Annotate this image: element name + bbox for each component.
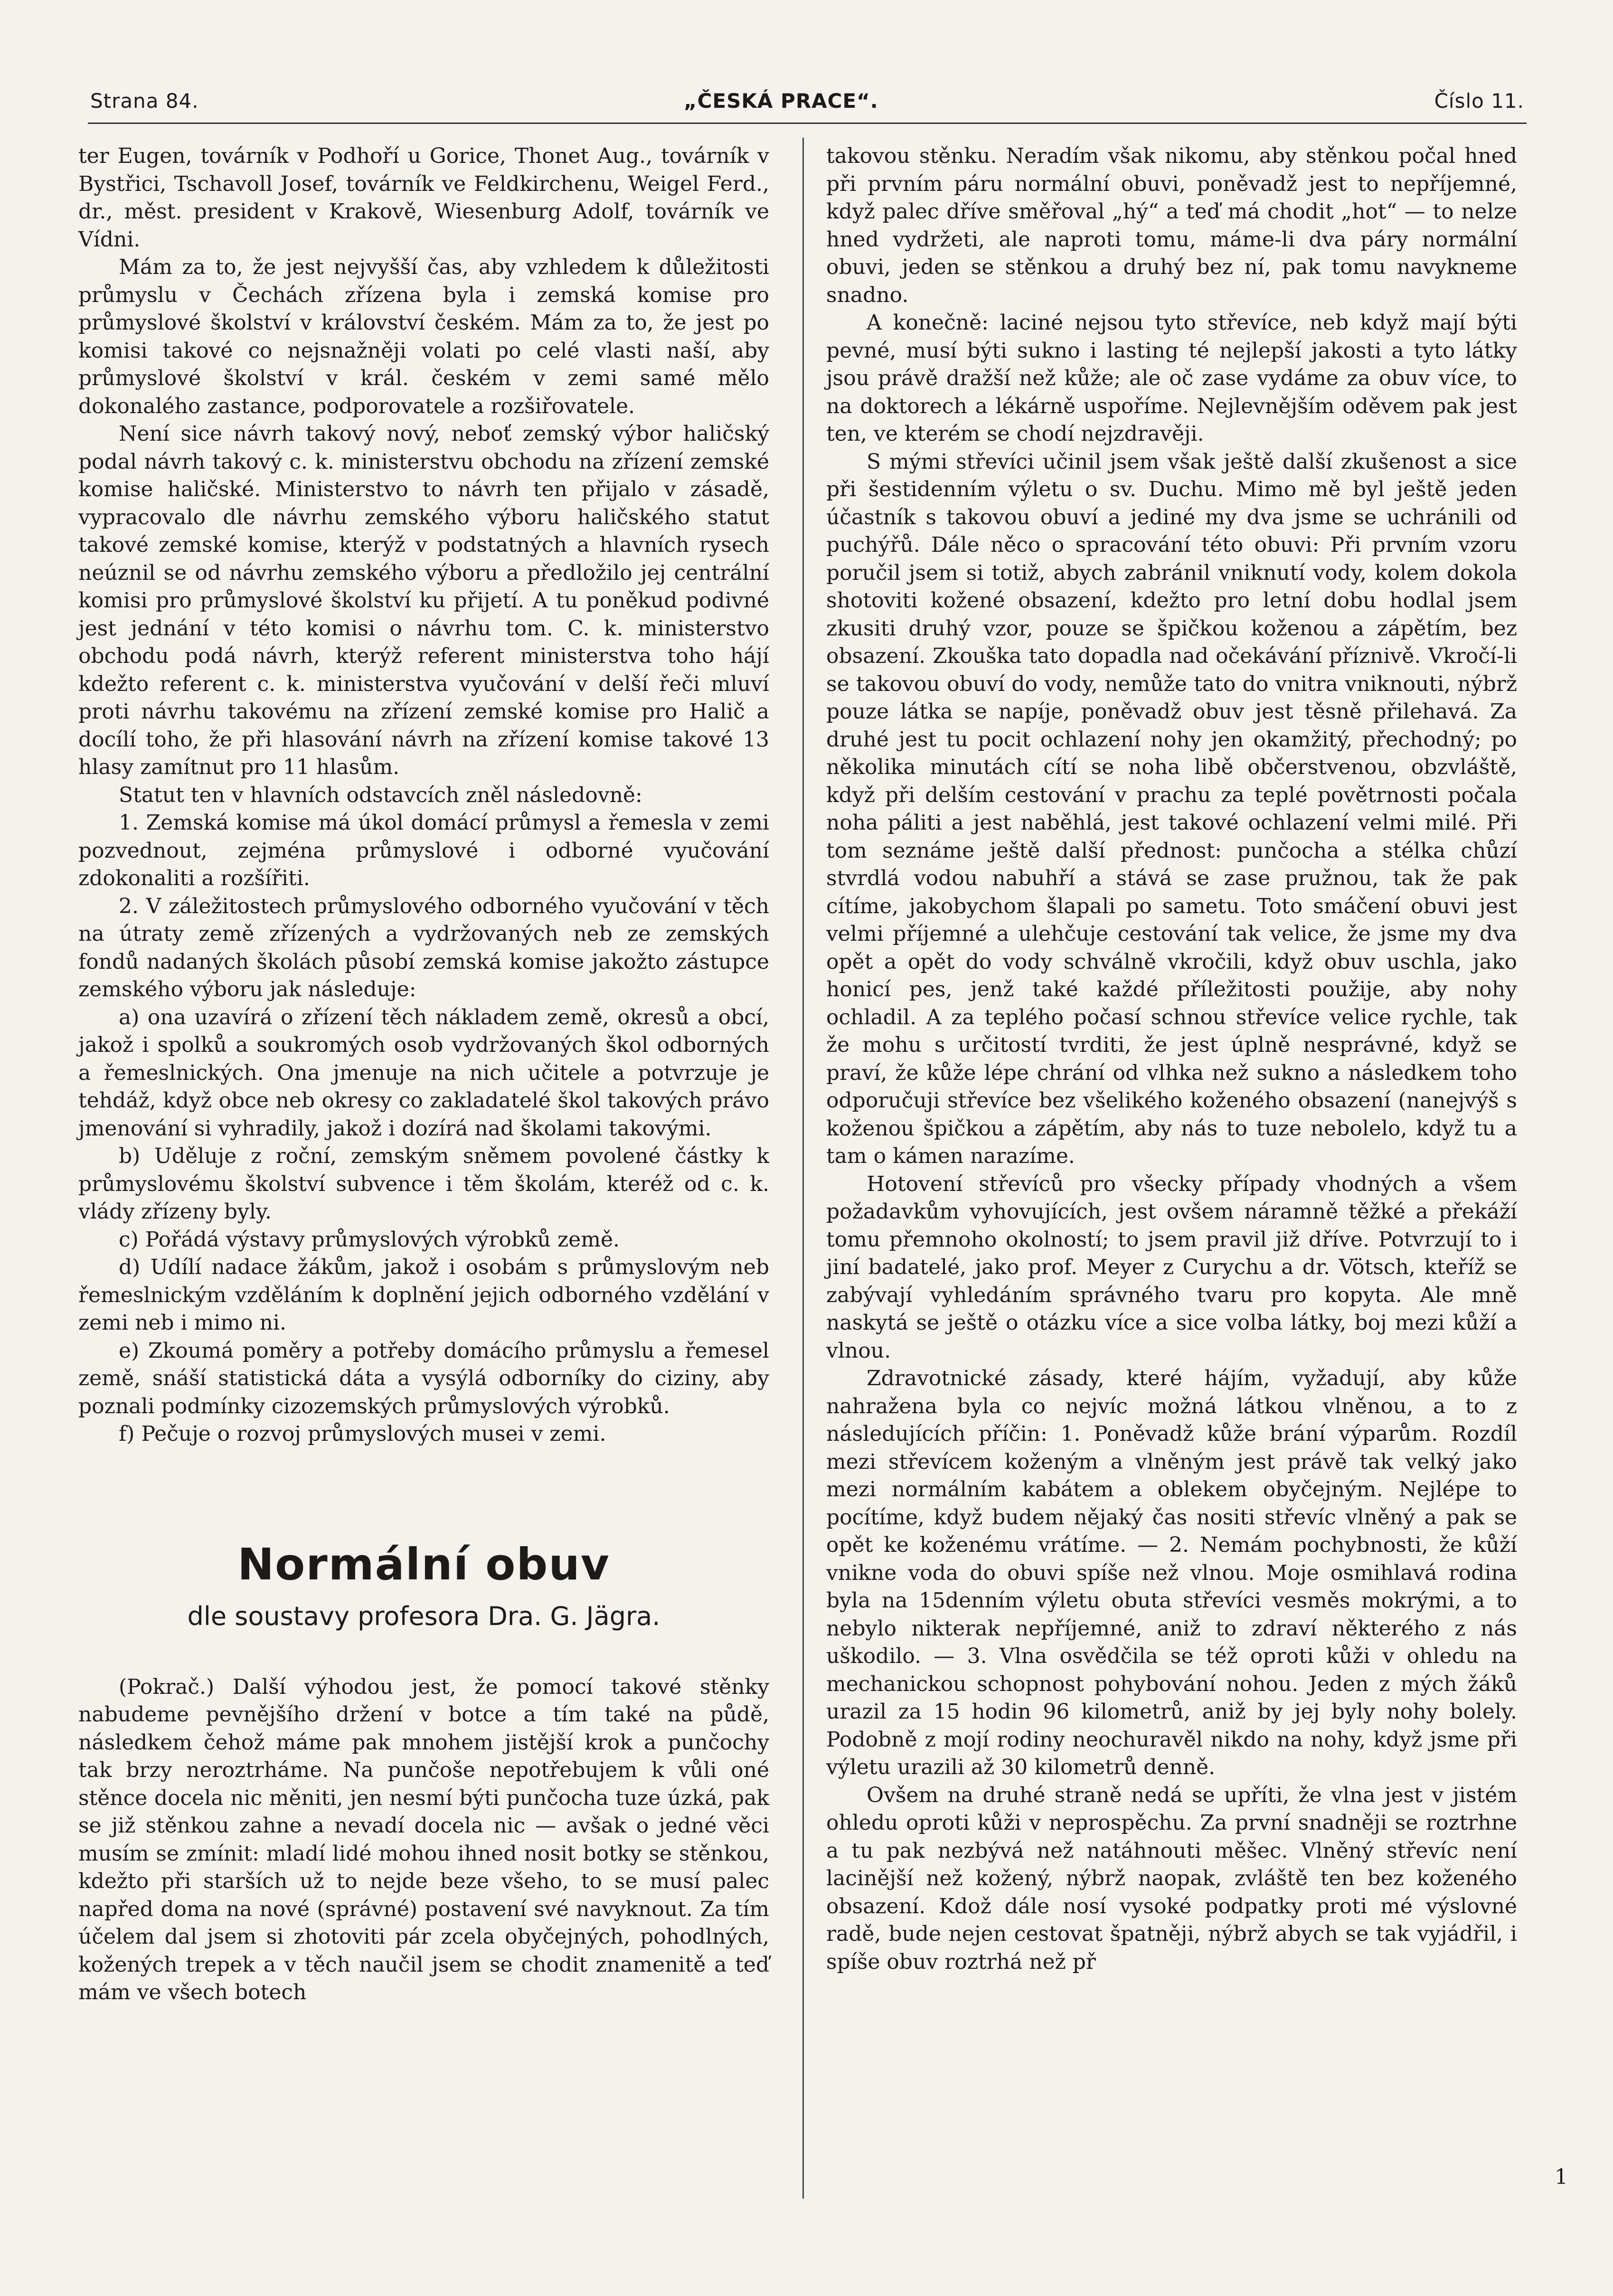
corner-mark: 1 [1555,2165,1568,2189]
article-paragraph: (Pokrač.) Další výhodou jest, že pomocí takové stěnky nabudeme pevnějšího držení v botce a tím také na půdě, následkem čehož máme pak mnohem jistější krok a punčochy tak brzy neroztrháme. Na punčoše nepotřebujem k vůli oné stěnce docela nic měniti, jen nesmí býti punčocha tuze úzká, pak se již stěnkou zahne a nevadí docela nic — avšak o jedné věci musím se zmínit: mladí lidé mohou ihned nosit botky se stěnkou, kdežto při starších už to nejde beze všeho, to se musí palec napřed doma na nové (správné) postavení své navyknout. Za tím účelem dal jsem si zhotoviti pár zcela obyčejných, pohodlných, kožených trepek a v těch naučil jsem se chodit znamenitě a teď mám ve všech botech [78,1674,769,2004]
paragraph: Zdravotnické zásady, které hájím, vyžadují, aby kůže nahražena byla co nejvíc možná látkou vlněnou, a to z následujících příčin: 1. Poněvadž kůže brání výparům. Rozdíl mezi střevícem koženým a vlněným jest právě tak velký jako mezi normálním kabátem a oblekem obyčejným. Nejlépe to pocítíme, když budem nějaký čas nositi střevíc vlněný a pak se opět ke koženému vrátíme. — 2. Nemám pochybnosti, že kůží vnikne voda do obuvi spíše než vlnou. Moje osmihlavá rodina byla na 15denním výletu obuta střevíci vesměs mokrými, a to nebylo nikterak nepříjemné, aniž to zdraví některého z nás uškodilo. — 3. Vlna osvědčila se též oproti kůži v ohledu na mechanickou schopnost pohybování nohou. Jeden z mých žáků urazil za 15 hodin 96 kilometrů, aniž by jej byly nohy bolely. Podobně z mojí rodiny neochuravěl nikdo na nohy, když jsme při výletu urazili až 30 kilometrů denně. [826,1366,1517,1779]
statute-subitem: c) Pořádá výstavy průmyslových výrobků země. [119,1227,620,1252]
article-title: Normální obuv [237,1539,610,1590]
statute-subitem: e) Zkoumá poměry a potřeby domácího průmyslu a řemesel země, snáší statistická dáta a vysýlá odborníky do ciziny, aby poznali podmínky cizozemských průmyslových výrobků. [78,1338,769,1418]
page-header [90,80,1524,123]
article-heading-block [78,1539,769,1635]
paragraph: ter Eugen, továrník v Podhoří u Gorice, Thonet Aug., továrník v Bystřici, Tschavoll Josef, továrník ve Feldkirchenu, Weigel Ferd., dr., měst. president v Krakově, Wiesenburg Adolf, továrník ve Vídni. [78,144,769,252]
periodical-title: „ČESKÁ PRACE“. [684,89,878,113]
paragraph: Není sice návrh takový nový, neboť zemský výbor haličský podal návrh takový c. k. ministerstvu obchodu na zřízení zemské komise haličské. Ministerstvo to návrh ten přijalo v zásadě, vypracovalo dle návrhu zemského výboru haličského statut takové zemské komise, kterýž v podstatných a hlavních rysech neúznil se od návrhu zemského výboru a předložilo jej centrální komisi pro průmyslové školství ku přijetí. A tu poněkud podivné jest jednání v této komisi o návrhu tom. C. k. ministerstvo obchodu podá návrh, kterýž referent ministerstva toho hájí kdežto referent c. k. ministerstva vyučování v delší řeči mluví proti návrhu takovému na zřízení zemské komise pro Halič a docílí toho, že při hlasování návrh na zřízení komise takové 13 hlasy zamítnut pro 11 hlasům. [78,422,769,779]
paragraph: Ovšem na druhé straně nedá se upříti, že vlna jest v jistém ohledu oproti kůži v neprospěchu. Za první snadněji se roztrhne a tu pak nezbývá než natáhnouti měšec. Vlněný střevíc není lacinější než kožený, nýbrž naopak, zvláště ten bez koženého obsazení. Kdož dále nosí vysoké podpatky proti mé výslovné radě, bude nejen cestovat špatněji, nýbrž abych se tak vyjádřil, i spíše obuv roztrhá než př [826,1783,1517,1974]
right-column [826,142,1517,1976]
statute-subitem: a) ona uzavírá o zřízení těch nákladem země, okresů a obcí, jakož i spolků a soukromých osob vydržovaných škol odborných a řemeslnických. Ona jmenuje na nich učitele a potvrzuje je tehdáž, když obce neb okresy co zakladatelé škol takových právo jmenování si vyhradily, jakož i dozírá nad školami takovými. [78,1005,769,1141]
statute-subitem: f) Pečuje o rozvoj průmyslových musei v zemi. [119,1422,606,1446]
article-subtitle: dle soustavy profesora Dra. G. Jägra. [187,1601,660,1631]
paragraph: A konečně: laciné nejsou tyto střevíce, neb když mají býti pevné, musí býti sukno i lasting té nejlepší jakosti a tyto látky jsou právě dražší než kůže; ale oč zase vydáme za obuv více, to na doktorech a lékárně uspoříme. Nejlevnějším oděvem pak jest ten, ve kterém se chodí nejzdravěji. [826,311,1517,446]
column-divider [802,138,804,2199]
paragraph: S mými střevíci učinil jsem však ještě další zkušenost a sice při šestidenním výletu o sv. Duchu. Mimo mě byl ještě jeden účastník s takovou obuví a jediné my dva jsme se uchránili od puchýřů. Dále něco o spracování této obuvi: Při prvním vzoru poručil jsem si totiž, abych zabránil vniknutí vody, kolem dokola shotoviti kožené obsazení, kdežto pro letní dobu hodlal jsem zkusiti druhý vzor, pouze se špičkou koženou a zápětím, bez obsazení. Zkouška tato dopadla nad očekávání příznivě. Vkročí-li se takovou obuví do vody, nemůže tato do vnitra vniknouti, nýbrž pouze látka se napíje, poněvadž obuv jest těsně přilehavá. Za druhé jest tu pocit ochlazení nohy jen okamžitý, přechodný; po několika minutách cítí se noha libě občerstvenou, obzvláště, když při delším cestování v prachu za teplé povětrnosti počala noha páliti a jest naběhlá, jest takové ochlazení velmi milé. Při tom seznáme ještě další přednost: punčocha a stélka chůzí stvrdlá vodou nabuhří a stává se zase pružnou, tak že pak cítíme, jakobychom šlapali po sametu. Toto smáčení obuvi jest velmi příjemné a ulehčuje cestování tak velice, že jsme my dva opět a opět do vody schválně vkročili, když obuv uschla, jako honicí pes, jenž také každé příležitosti použije, aby nohy ochladil. A za teplého počasí schnou střevíce velice rychle, tak že mohu s určitostí tvrditi, že jest úplně nesprávné, když se praví, že kůže lépe chrání od vlhka než sukno a následkem toho odporučuji střevíce bez všelikého koženého obsazení (nanejvýš s koženou špičkou a zápětím, aby nás to tuze nebolelo, když tu a tam o kámen narazíme. [826,449,1517,1168]
statute-item: 1. Zemská komise má úkol domácí průmysl a řemesla v zemi pozvednout, zejména průmyslové i odborné vyučování zdokonaliti a rozšířiti. [78,811,769,890]
statute-item: 2. V záležitostech průmyslového odborného vyučování v těch na útraty země zřízených a vydržovaných neb ze zemských fondů nadaných školách působí zemská komise jakožto zástupce zemského výboru jak následuje: [78,894,769,1002]
paragraph: Statut ten v hlavních odstavcích zněl následovně: [119,783,642,807]
paragraph: takovou stěnku. Neradím však nikomu, aby stěnkou počal hned při prvním páru normální obuvi, poněvadž jest to nepříjemné, když palec dříve směřoval „hý“ a teď má chodit „hot“ — to nelze hned vydržeti, ale naproti tomu, máme-li dva páry normální obuvi, jeden se stěnkou a druhý bez ní, pak tomu navykneme snadno. [826,144,1517,307]
paragraph: Mám za to, že jest nejvyšší čas, aby vzhledem k důležitosti průmyslu v Čechách zřízena byla i zemská komise pro průmyslové školství v království českém. Mám za to, že jest po komisi takové co nejsnažněji volati po celé vlasti naší, aby průmyslové školství v král. českém v zemi samé mělo dokonalého zastance, podporovatele a rozšiřovatele. [78,255,769,418]
header-rule [88,123,1527,124]
statute-subitem: b) Uděluje z roční, zemským sněmem povolené částky k průmyslovému školství subvence i těm školám, kteréž od c. k. vlády zřízeny byly. [78,1144,769,1224]
issue-number: Číslo 11. [1434,89,1524,113]
page-number: Strana 84. [90,89,199,113]
statute-subitem: d) Udílí nadace žákům, jakož i osobám s průmyslovým neb řemeslnickým vzděláním k doplnění jejich odborného vzdělání v zemi neb i mimo ni. [78,1255,769,1335]
paragraph: Hotovení střevíců pro všecky případy vhodných a všem požadavkům vyhovujících, jest ovšem náramně těžké a překáží tomu přemnoho okolností; to jsem pravil již dříve. Potvrzují to i jiní badatelé, jako prof. Meyer z Curychu a dr. Vötsch, kteříž se zabývají vyhledáním správného tvaru pro kopyta. Ale mně naskytá se ještě o otázku více a sice volba látky, boj mezi kůží a vlnou. [826,1172,1517,1363]
left-column [78,142,769,2007]
